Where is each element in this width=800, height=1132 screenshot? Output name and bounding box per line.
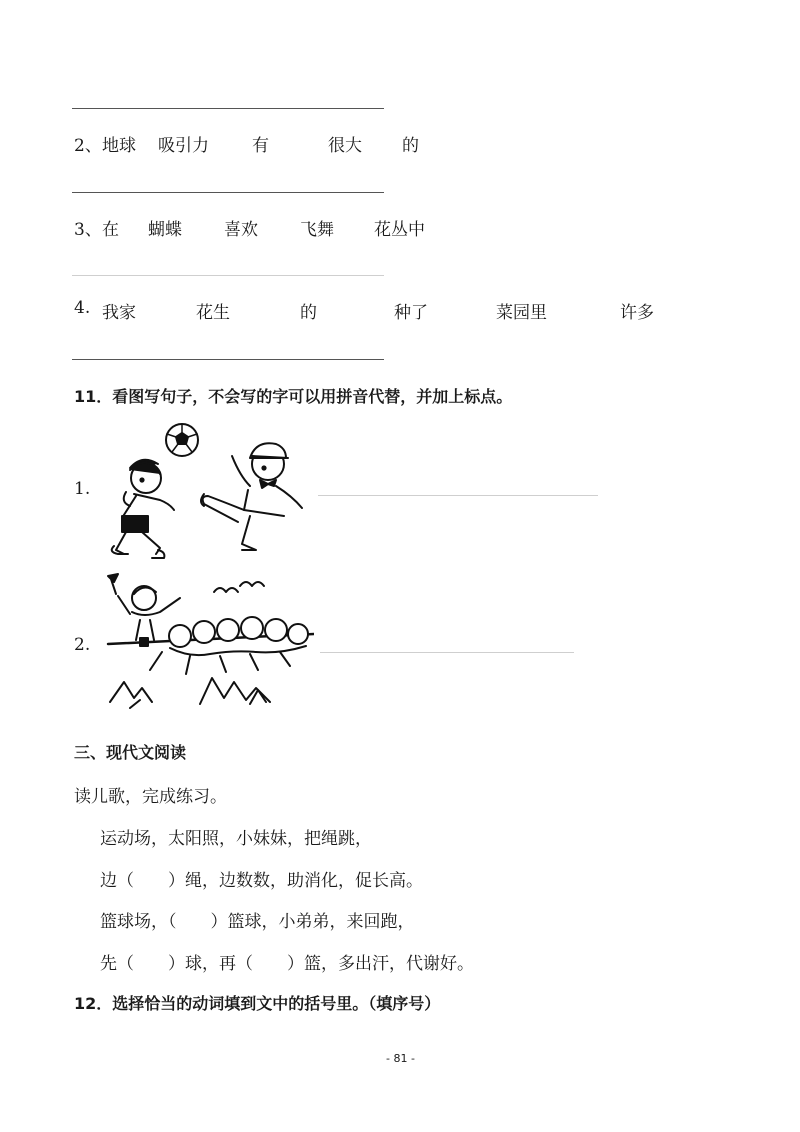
word: 的 <box>402 136 419 156</box>
children-tug-of-war-illustration-icon <box>100 572 314 712</box>
word: 花丛中 <box>374 220 425 240</box>
poem-line: 运动场，太阳照，小妹妹，把绳跳， <box>100 829 372 849</box>
poem-line: 篮球场，（ ）篮球，小弟弟，来回跑， <box>100 912 415 932</box>
question-11-title: 11．看图写句子，不会写的字可以用拼音代替，并加上标点。 <box>74 387 513 406</box>
question-12-title: 12．选择恰当的动词填到文中的括号里。（填序号） <box>74 994 441 1013</box>
reading-instruction: 读儿歌，完成练习。 <box>74 787 227 807</box>
word: 吸引力 <box>158 136 209 156</box>
answer-line[interactable] <box>72 192 384 193</box>
word: 我家 <box>102 303 136 323</box>
answer-line[interactable] <box>72 275 384 276</box>
question-number: 2、 <box>74 136 102 156</box>
page-number: - 81 - <box>386 1052 415 1065</box>
word: 许多 <box>620 303 654 323</box>
word: 地球 <box>102 136 136 156</box>
word: 有 <box>252 136 269 156</box>
word: 花生 <box>196 303 230 323</box>
word: 飞舞 <box>300 220 334 240</box>
question-number: 3、 <box>74 220 102 240</box>
answer-line[interactable] <box>318 495 598 496</box>
boys-playing-soccer-illustration-icon <box>100 420 314 560</box>
answer-line[interactable] <box>72 359 384 360</box>
word: 种了 <box>394 303 428 323</box>
answer-line[interactable] <box>72 108 384 109</box>
word: 很大 <box>328 136 362 156</box>
item-label: 1. <box>74 479 91 499</box>
question-number: 4. <box>74 298 91 318</box>
section-3-title: 三、现代文阅读 <box>74 743 187 762</box>
item-label: 2. <box>74 635 91 655</box>
poem-line: 边（ ）绳，边数数，助消化，促长高。 <box>100 871 423 891</box>
word: 喜欢 <box>224 220 258 240</box>
word: 在 <box>102 220 119 240</box>
answer-line[interactable] <box>320 652 574 653</box>
poem-line: 先（ ）球，再（ ）篮，多出汗，代谢好。 <box>100 954 474 974</box>
word: 蝴蝶 <box>148 220 182 240</box>
word: 菜园里 <box>496 303 547 323</box>
word: 的 <box>300 303 317 323</box>
